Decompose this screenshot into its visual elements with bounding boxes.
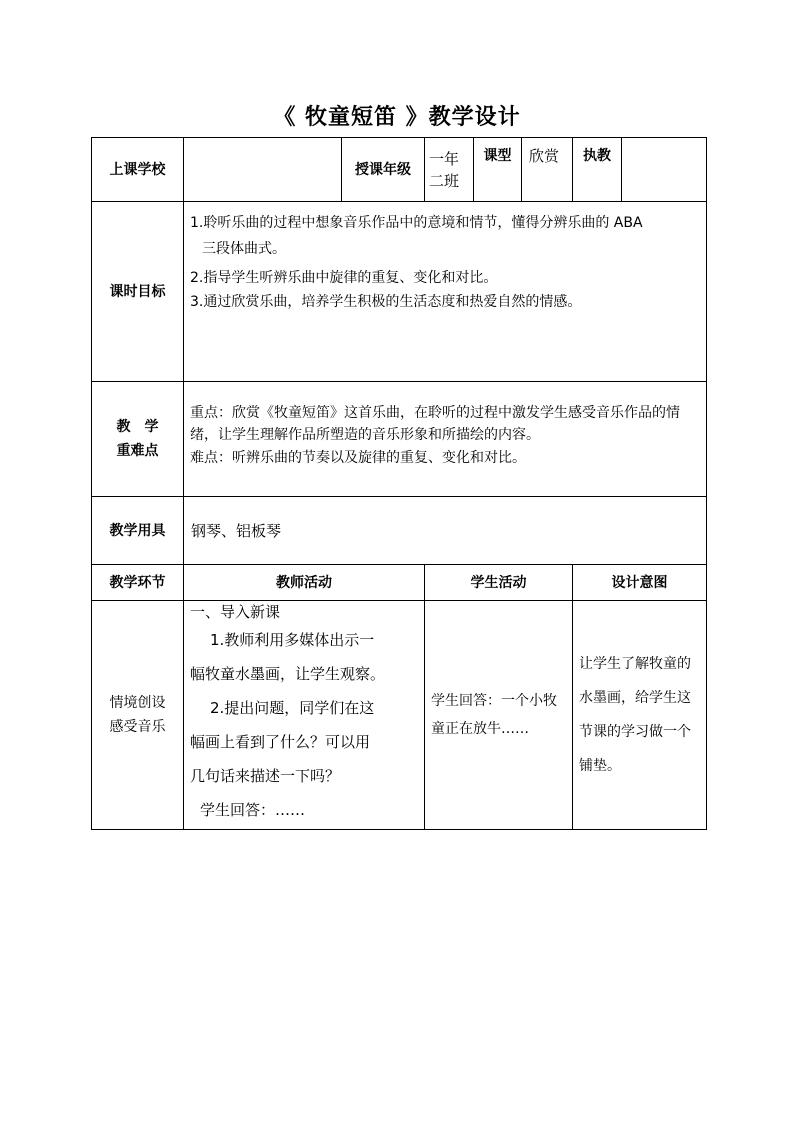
key-point-difficult: 难点：听辨乐曲的节奏以及旋律的重复、变化和对比。 bbox=[190, 450, 526, 466]
stage-header: 教学环节 bbox=[92, 565, 184, 601]
objective-item: 3.通过欣赏乐曲，培养学生积极的生活态度和热爱自然的情感。 bbox=[190, 294, 582, 310]
stage-name-line1: 情境创设 bbox=[109, 695, 166, 711]
teacher-activity-line: 幅牧童水墨画，让学生观察。 bbox=[190, 665, 386, 683]
stage-name bbox=[92, 601, 184, 830]
teacher-activity-line: 1.教师利用多媒体出示一 bbox=[210, 631, 375, 649]
page-title: 《 牧童短笛 》教学设计 bbox=[273, 105, 521, 130]
objective-item: 三段体曲式。 bbox=[202, 241, 286, 257]
key-point-main: 重点：欣赏《牧童短笛》这首乐曲，在聆听的过程中激发学生感受音乐作品的情绪，让学生理解作品所塑造的音乐形象和所描绘的内容。 bbox=[190, 405, 680, 443]
lesson-plan-table bbox=[91, 137, 707, 830]
teacher-label: 执教 bbox=[573, 138, 622, 202]
tools-label: 教学用具 bbox=[92, 497, 184, 565]
stage-name-line2: 感受音乐 bbox=[109, 719, 166, 735]
grade-value bbox=[425, 138, 474, 202]
objective-item: 1.聆听乐曲的过程中想象音乐作品中的意境和情节，懂得分辨乐曲的 ABA bbox=[190, 215, 643, 231]
design-intent: 让学生了解牧童的水墨画，给学生这节课的学习做一个铺垫。 bbox=[573, 601, 707, 830]
key-points-label bbox=[92, 382, 184, 497]
key-points-label-line2: 重难点 bbox=[116, 443, 159, 459]
grade-value-text: 一年二班 bbox=[429, 150, 460, 190]
teacher-value bbox=[622, 138, 707, 202]
teacher-activity bbox=[184, 601, 425, 830]
grade-label: 授课年级 bbox=[342, 138, 425, 202]
key-points-row bbox=[92, 382, 707, 497]
stage-row bbox=[92, 601, 707, 830]
teacher-activity-line: 一、导入新课 bbox=[190, 603, 281, 621]
teacher-activity-line: 几句话来描述一下吗？ bbox=[190, 767, 341, 785]
section-header-row bbox=[92, 565, 707, 601]
tools-value: 钢琴、铝板琴 bbox=[184, 497, 707, 565]
type-label: 课型 bbox=[474, 138, 522, 202]
tools-row bbox=[92, 497, 707, 565]
teacher-activity-line: 幅画上看到了什么？可以用 bbox=[190, 733, 371, 751]
header-info-row bbox=[92, 138, 707, 202]
key-points-content bbox=[184, 382, 707, 497]
teacher-activity-header: 教师活动 bbox=[184, 565, 425, 601]
teacher-activity-line: 学生回答：…… bbox=[200, 801, 306, 819]
type-value: 欣赏 bbox=[522, 138, 573, 202]
design-intent-header: 设计意图 bbox=[573, 565, 707, 601]
objectives-label: 课时目标 bbox=[92, 202, 184, 382]
key-points-label-line1: 教 学 bbox=[116, 419, 159, 435]
student-activity: 学生回答：一个小牧童正在放牛…… bbox=[425, 601, 573, 830]
teacher-activity-line: 2.提出问题，同学们在这 bbox=[210, 699, 375, 717]
school-value bbox=[184, 138, 342, 202]
objective-item: 2.指导学生听辨乐曲中旋律的重复、变化和对比。 bbox=[190, 270, 498, 286]
student-activity-header: 学生活动 bbox=[425, 565, 573, 601]
objectives-content bbox=[184, 202, 707, 382]
school-label: 上课学校 bbox=[92, 138, 184, 202]
objectives-row bbox=[92, 202, 707, 382]
